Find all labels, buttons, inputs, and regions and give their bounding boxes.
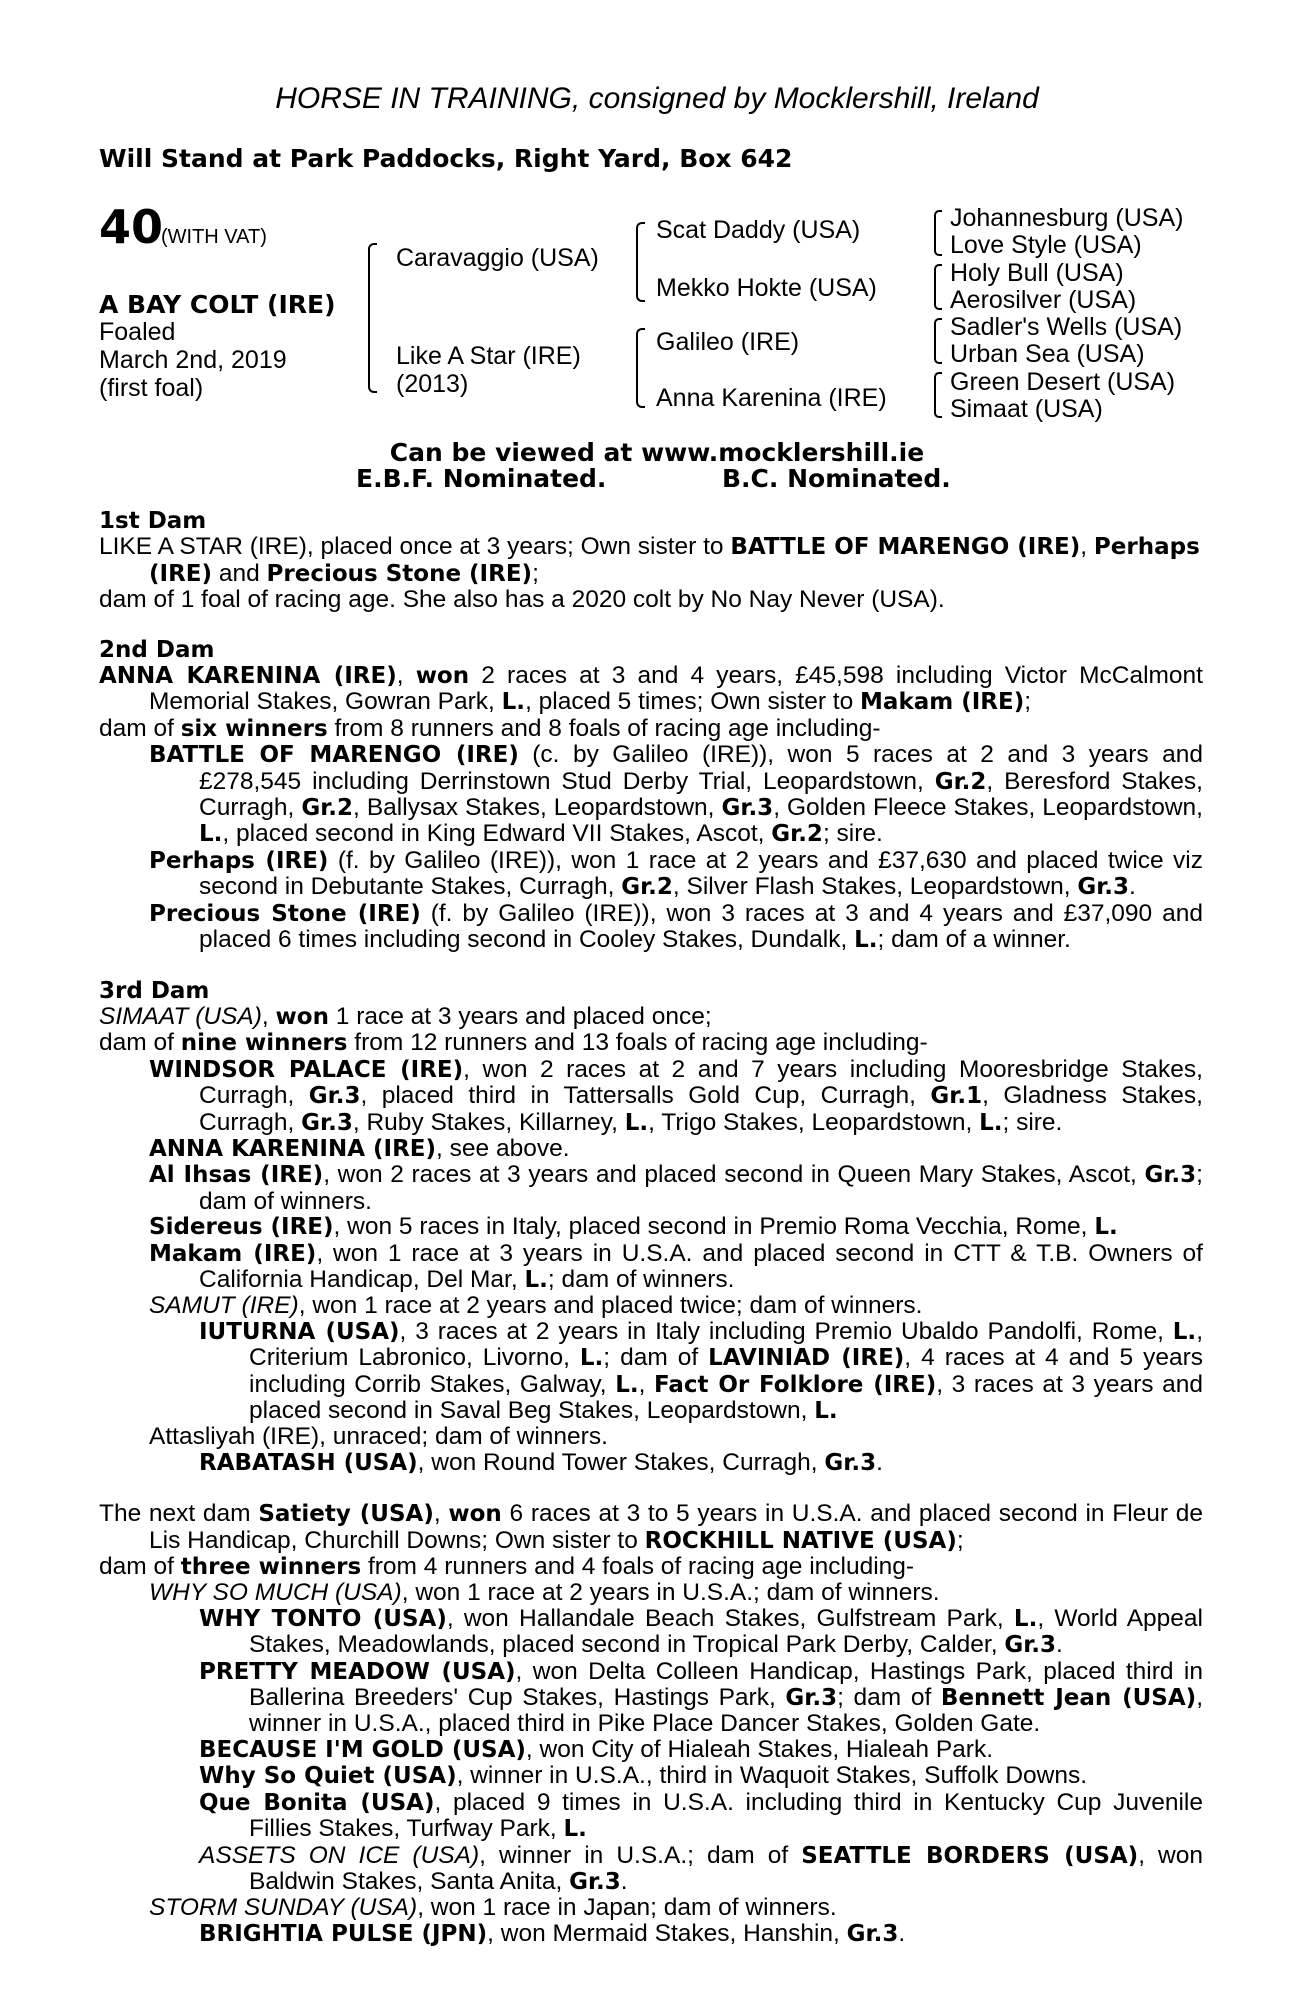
third-dam-heading: 3rd Dam bbox=[99, 977, 210, 1004]
next-dam-entry: The next dam Satiety (USA), won 6 races at 3 to 5 years in U.S.A. and placed second in Fleur de Lis Handicap, Churchill Downs; Own sister to ROCKHILL NATIVE (USA); bbox=[99, 1500, 1204, 1554]
gen3-brace-1 bbox=[934, 210, 942, 256]
gen3-6: Urban Sea (USA) bbox=[950, 340, 1145, 368]
gen3-1: Johannesburg (USA) bbox=[950, 204, 1184, 232]
gen3-5: Sadler's Wells (USA) bbox=[950, 313, 1183, 341]
why-so-much-entry: WHY SO MUCH (USA), won 1 race at 2 years in U.S.A.; dam of winners. bbox=[149, 1579, 940, 1607]
gen3-brace-2 bbox=[934, 264, 942, 310]
gen2-sire-sire: Scat Daddy (USA) bbox=[656, 216, 861, 244]
first-dam-produce: dam of 1 foal of racing age. She also has a 2020 colt by No Nay Never (USA). bbox=[99, 586, 945, 614]
gen2-sire-dam: Mekko Hokte (USA) bbox=[656, 274, 877, 302]
gen3-2: Love Style (USA) bbox=[950, 231, 1142, 259]
makam-entry: Makam (IRE), won 1 race at 3 years in U.S.A. and placed second in CTT & T.B. Owners of California Handicap, Del Mar, L.; dam of winners. bbox=[149, 1239, 1203, 1293]
sidereus-entry: Sidereus (IRE), won 5 races in Italy, placed second in Premio Roma Vecchia, Rome, L. bbox=[149, 1213, 1118, 1241]
third-dam-entry: SIMAAT (USA), won 1 race at 3 years and placed once; bbox=[99, 1002, 712, 1030]
al-ihsas-entry: Al Ihsas (IRE), won 2 races at 3 years and placed second in Queen Mary Stakes, Ascot, Gr.3; dam of winners. bbox=[149, 1161, 1203, 1215]
gen3-8: Simaat (USA) bbox=[950, 395, 1103, 423]
gen3-brace-4 bbox=[934, 372, 942, 418]
dam-brace bbox=[636, 328, 645, 408]
because-im-gold-entry: BECAUSE I'M GOLD (USA), won City of Hialeah Stakes, Hialeah Park. bbox=[199, 1735, 994, 1763]
sire-name: Caravaggio (USA) bbox=[396, 244, 599, 272]
perhaps-entry: Perhaps (IRE) (f. by Galileo (IRE)), won 1 race at 2 years and £37,630 and placed twice viz second in Debutante Stakes, Curragh, Gr.2, Silver Flash Stakes, Leopardstown, Gr.3. bbox=[149, 846, 1204, 901]
gen3-7: Green Desert (USA) bbox=[950, 368, 1176, 396]
third-dam-produce: dam of nine winners from 12 runners and 13 foals of racing age including- bbox=[99, 1029, 928, 1057]
que-bonita-entry: Que Bonita (USA), placed 9 times in U.S.A. including third in Kentucky Cup Juvenile Fillies Stakes, Turfway Park, L. bbox=[199, 1788, 1203, 1843]
anna-karenina-entry: ANNA KARENINA (IRE), see above. bbox=[149, 1134, 570, 1162]
gen2-dam-dam: Anna Karenina (IRE) bbox=[656, 384, 887, 412]
first-dam-heading: 1st Dam bbox=[99, 508, 207, 534]
next-dam-produce: dam of three winners from 4 runners and 4 foals of racing age including- bbox=[99, 1553, 915, 1581]
battle-of-marengo-entry: BATTLE OF MARENGO (IRE) (c. by Galileo (IRE)), won 5 races at 2 and 3 years and £278,545 including Derrinstown Stud Derby Trial, Leopardstown, Gr.2, Beresford Stakes, Curragh, Gr.2, Ballysax Stakes, Leopardstown, Gr.3, Golden Fleece Stakes, Leopardstown, L., placed second in King Edward VII Stakes, Ascot, Gr.2; sire. bbox=[149, 741, 1203, 848]
pedigree-notes bbox=[99, 509, 1203, 1947]
gen3-3: Holy Bull (USA) bbox=[950, 259, 1124, 287]
bc-note: B.C. Nominated. bbox=[722, 464, 951, 493]
pedigree-brace bbox=[368, 243, 377, 393]
brightia-pulse-entry: BRIGHTIA PULSE (JPN), won Mermaid Stakes, Hanshin, Gr.3. bbox=[199, 1919, 906, 1947]
gen2-dam-sire: Galileo (IRE) bbox=[656, 328, 800, 356]
first-dam-entry: LIKE A STAR (IRE), placed once at 3 years; Own sister to BATTLE OF MARENGO (IRE), Perhaps (IRE) and Precious Stone (IRE); bbox=[99, 533, 1200, 587]
attasliyah-entry: Attasliyah (IRE), unraced; dam of winners. bbox=[149, 1423, 608, 1451]
why-so-quiet-entry: Why So Quiet (USA), winner in U.S.A., third in Waquoit Stakes, Suffolk Downs. bbox=[199, 1762, 1088, 1790]
gen3-brace-3 bbox=[934, 318, 942, 364]
horse-name: A BAY COLT (IRE) bbox=[99, 290, 336, 319]
gen3-4: Aerosilver (USA) bbox=[950, 286, 1137, 314]
dam-name: Like A Star (IRE) bbox=[396, 342, 581, 370]
second-dam-heading: 2nd Dam bbox=[99, 636, 215, 663]
assets-on-ice-entry: ASSETS ON ICE (USA), winner in U.S.A.; dam of SEATTLE BORDERS (USA), won Baldwin Stakes, Santa Anita, Gr.3. bbox=[199, 1841, 1204, 1895]
viewing-note: Can be viewed at www.mocklershill.ie bbox=[389, 438, 925, 467]
page-title: HORSE IN TRAINING, consigned by Mocklershill, Ireland bbox=[275, 82, 1039, 115]
stand-location: Will Stand at Park Paddocks, Right Yard, Box 642 bbox=[99, 144, 793, 173]
storm-sunday-entry: STORM SUNDAY (USA), won 1 race in Japan; dam of winners. bbox=[149, 1894, 837, 1922]
dam-year: (2013) bbox=[396, 370, 469, 398]
why-tonto-entry: WHY TONTO (USA), won Hallandale Beach Stakes, Gulfstream Park, L., World Appeal Stakes, Meadowlands, placed second in Tropical Park Derby, Calder, Gr.3. bbox=[199, 1604, 1203, 1659]
second-dam-produce: dam of six winners from 8 runners and 8 foals of racing age including- bbox=[99, 714, 881, 742]
vat-note: (WITH VAT) bbox=[161, 226, 267, 248]
ebf-note: E.B.F. Nominated. bbox=[356, 464, 607, 493]
pretty-meadow-entry: PRETTY MEADOW (USA), won Delta Colleen Handicap, Hastings Park, placed third in Ballerina Breeders' Cup Stakes, Hastings Park, Gr.3; dam of Bennett Jean (USA), winner in U.S.A., placed third in Pike Place Dancer Stakes, Golden Gate. bbox=[199, 1657, 1203, 1738]
foaled-date: March 2nd, 2019 bbox=[99, 346, 287, 374]
foal-note: (first foal) bbox=[99, 374, 204, 402]
sire-brace bbox=[636, 222, 645, 302]
windsor-palace-entry: WINDSOR PALACE (IRE), won 2 races at 2 and 7 years including Mooresbridge Stakes, Curragh, Gr.3, placed third in Tattersalls Gold Cup, Curragh, Gr.1, Gladness Stakes, Curragh, Gr.3, Ruby Stakes, Killarney, L., Trigo Stakes, Leopardstown, L.; sire. bbox=[149, 1055, 1203, 1136]
second-dam-entry: ANNA KARENINA (IRE), won 2 races at 3 and 4 years, £45,598 including Victor McCalmont Memorial Stakes, Gowran Park, L., placed 5 times; Own sister to Makam (IRE); bbox=[99, 662, 1203, 716]
samut-entry: SAMUT (IRE), won 1 race at 2 years and placed twice; dam of winners. bbox=[149, 1292, 923, 1320]
rabatash-entry: RABATASH (USA), won Round Tower Stakes, Curragh, Gr.3. bbox=[199, 1448, 883, 1476]
foaled-label: Foaled bbox=[99, 318, 176, 346]
lot-number: 40 bbox=[99, 200, 164, 254]
iuturna-entry: IUTURNA (USA), 3 races at 2 years in Italy including Premio Ubaldo Pandolfi, Rome, L., Criterium Labronico, Livorno, L.; dam of LAVINIAD (IRE), 4 races at 4 and 5 years including Corrib Stakes, Galway, L., Fact Or Folklore (IRE), 3 races at 3 years and placed second in Saval Beg Stakes, Leopardstown, L. bbox=[199, 1317, 1203, 1424]
precious-stone-entry: Precious Stone (IRE) (f. by Galileo (IRE)), won 3 races at 3 and 4 years and £37,090 and placed 6 times including second in Cooley Stakes, Dundalk, L.; dam of a winner. bbox=[149, 899, 1203, 954]
